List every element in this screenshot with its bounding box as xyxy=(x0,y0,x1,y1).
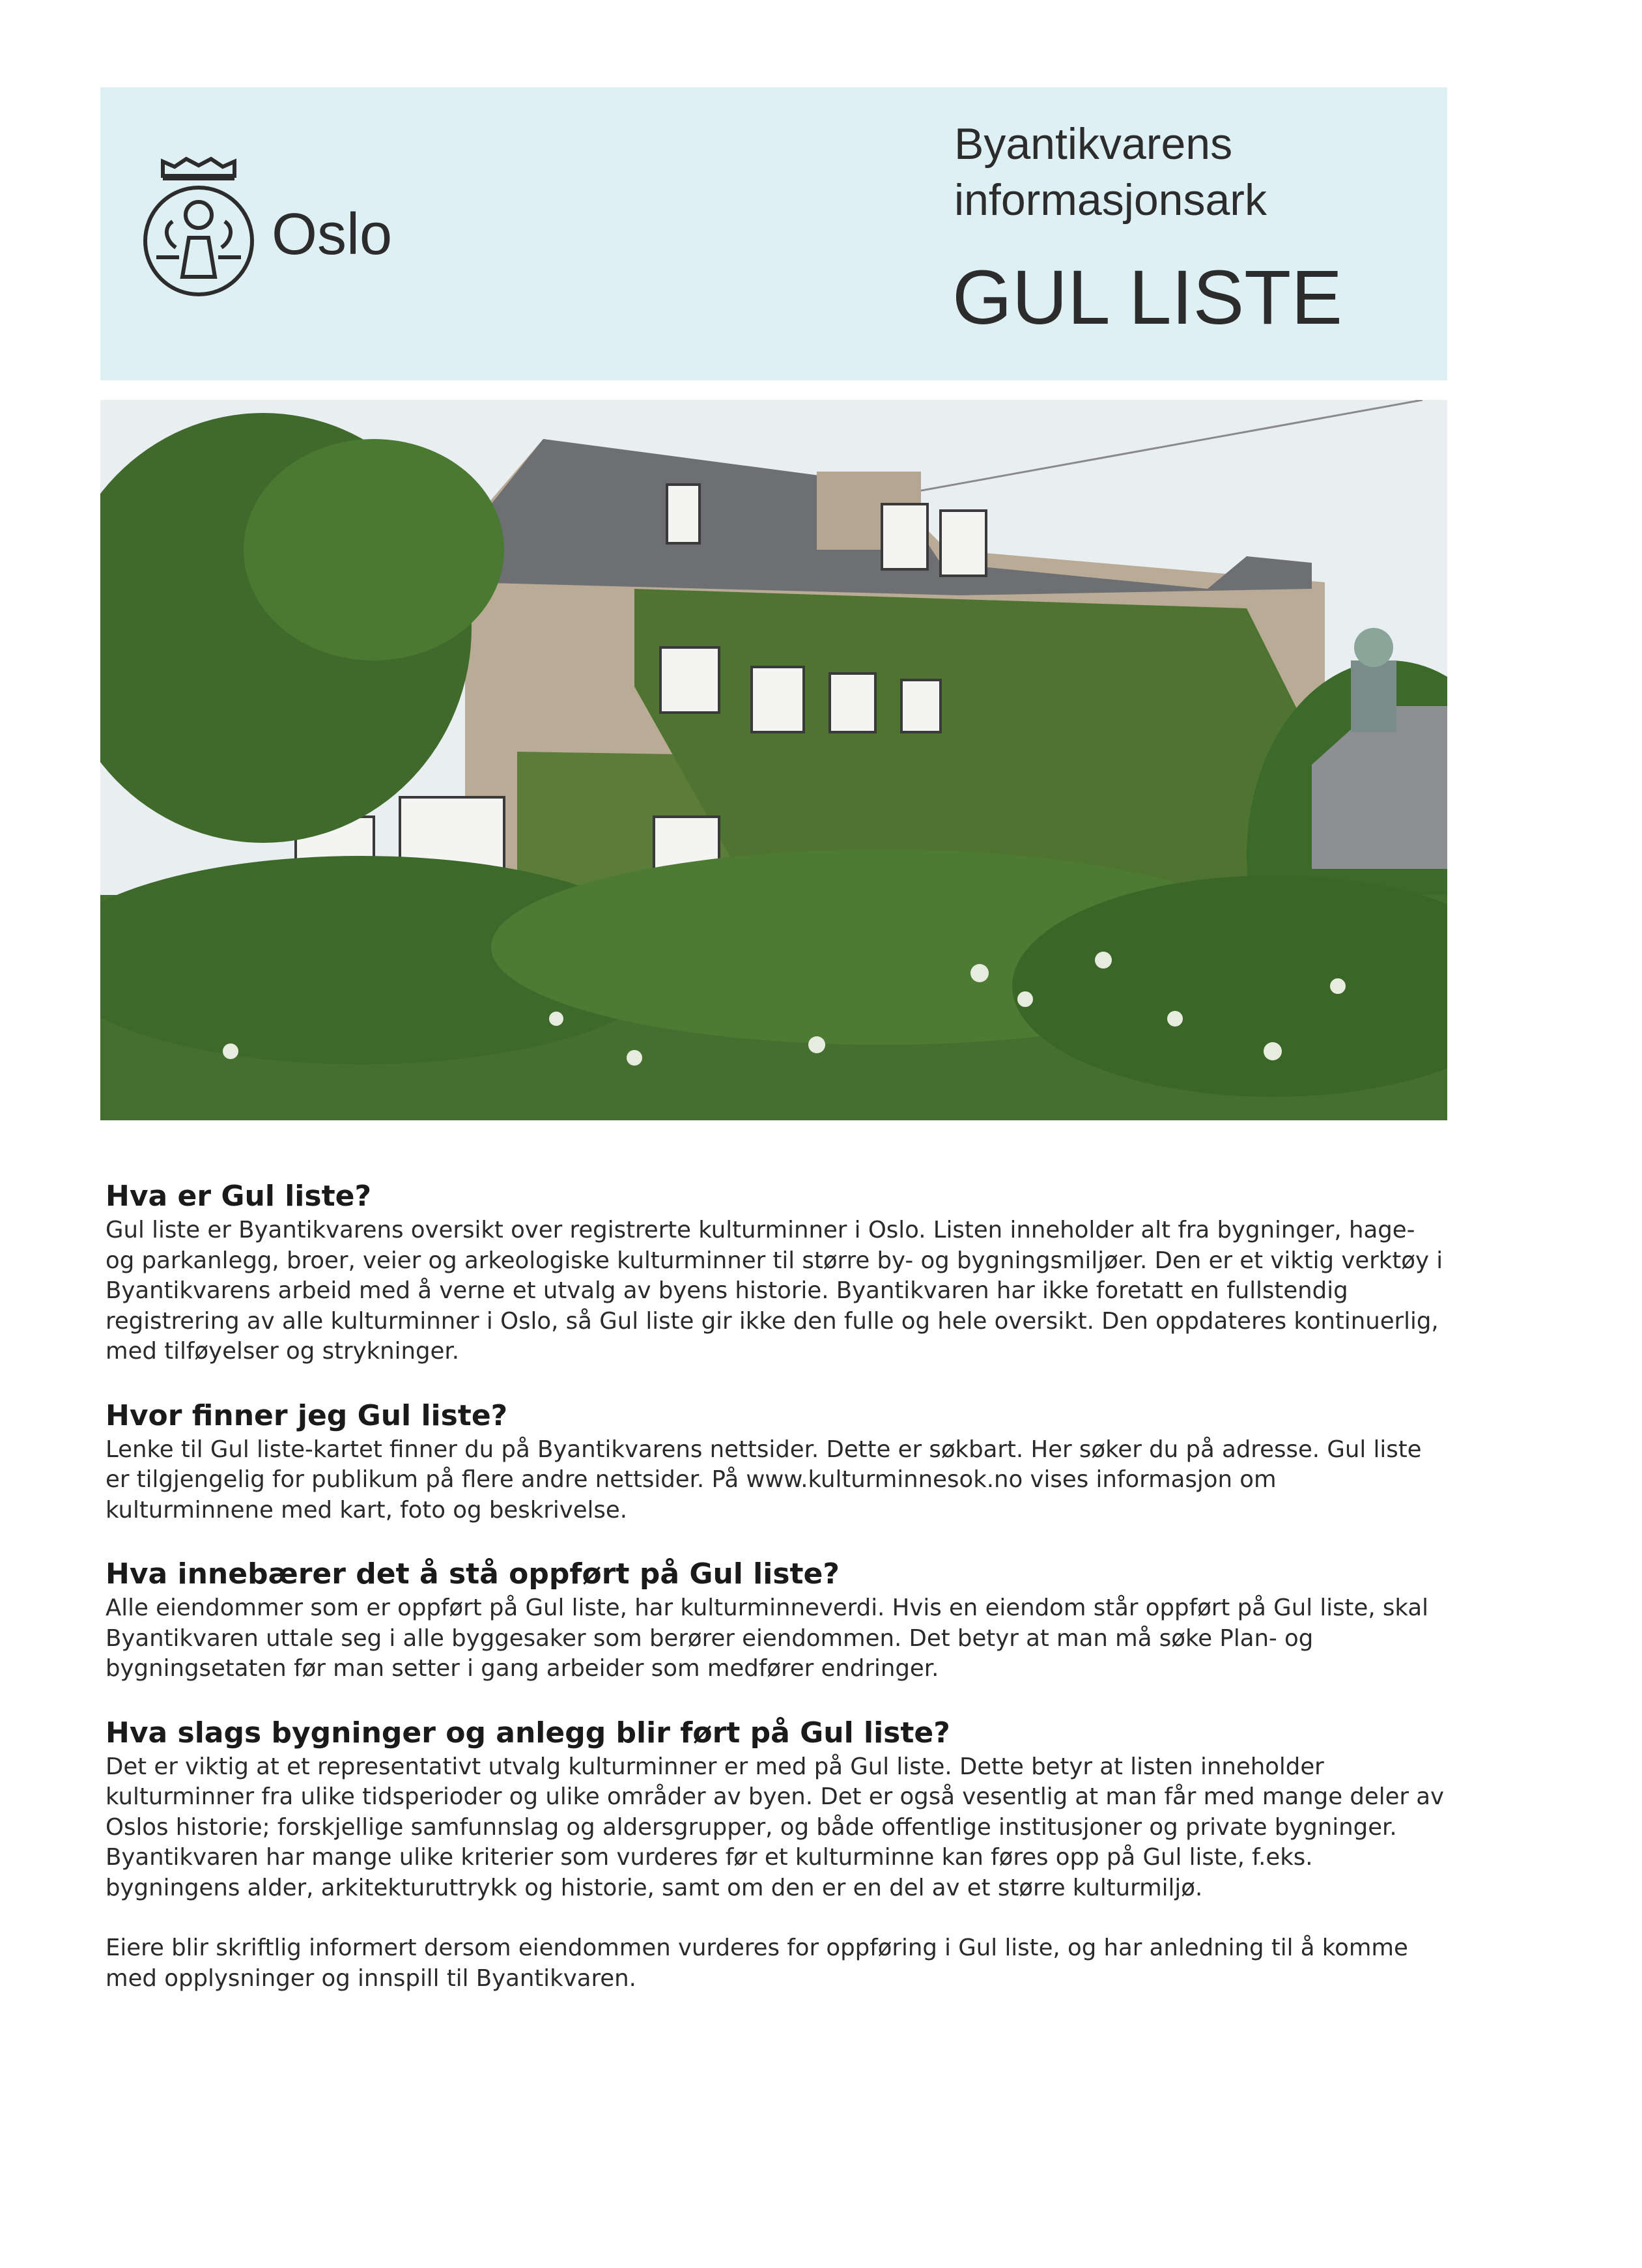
section-body: Lenke til Gul liste-kartet finner du på Byantikvarens nettsider. Dette er søkbart. Her søker du på adresse. Gul liste er tilgjengelig for publikum på flere andre nettsider. På www.kulturminnesok.no vises informasjon om kulturminnene med kart, foto og beskrivelse. xyxy=(106,1436,1422,1524)
closing-paragraph: Eiere blir skriftlig informert dersom eiendommen vurderes for oppføring i Gul liste, og har anledning til å komme med opplysninger og innspill til Byantikvaren. xyxy=(106,1935,1408,1992)
section-heading: Hvor finner jeg Gul liste? xyxy=(106,1398,508,1432)
document-body xyxy=(106,1178,1447,2024)
kicker-line-2: informasjonsark xyxy=(954,175,1267,225)
section-body: Gul liste er Byantikvarens oversikt over registrerte kulturminner i Oslo. Listen inneholder alt fra bygninger, hage- og parkanlegg, broer, veier og arkeologiske kulturminner til større by- og bygningsmiljøer. Den er et viktig verktøy i Byantikvarens arbeid med å verne et utvalg av byens historie. Byantikvaren har ikke foretatt en fullstendig registrering av alle kulturminner i Oslo, så Gul liste gir ikke den fulle og hele oversikt. Den oppdateres kontinuerlig, med tilføyelser og strykninger. xyxy=(106,1217,1443,1365)
section-hva-innebaerer xyxy=(106,1555,1447,1684)
photo-ivy-covered-building-icon xyxy=(100,400,1447,1120)
section-body: Det er viktig at et representativt utvalg kulturminner er med på Gul liste. Dette betyr at listen inneholder kulturminner fra ulike tidsperioder og ulike områder av byen. Det er også vesentlig at man får med mange deler av Oslos historie; forskjellige samfunnslag og aldersgrupper, og både offentlige institusjoner og private bygninger. Byantikvaren har mange ulike kriterier som vurderes før et kulturminne kan føres opp på Gul liste, f.eks. bygningens alder, arkitekturuttrykk og historie, samt om den er en del av et større kulturmiljø. xyxy=(106,1753,1445,1901)
section-hva-slags xyxy=(106,1714,1447,1904)
oslo-seal-icon xyxy=(137,150,261,300)
section-heading: Hva slags bygninger og anlegg blir ført på Gul liste? xyxy=(106,1716,950,1750)
section-body: Alle eiendommer som er oppført på Gul liste, har kulturminneverdi. Hvis en eiendom står oppført på Gul liste, skal Byantikvaren uttale seg i alle byggesaker som berører eiendommen. Det betyr at man må søke Plan- og bygningsetaten før man setter i gang arbeider som medfører endringer. xyxy=(106,1595,1428,1682)
kicker-line-1: Byantikvarens xyxy=(954,119,1233,169)
header-kicker xyxy=(954,116,1423,228)
section-heading: Hva er Gul liste? xyxy=(106,1180,371,1213)
section-hva-er-gul-liste xyxy=(106,1178,1447,1367)
building-photo xyxy=(100,400,1447,1120)
section-heading: Hva innebærer det å stå oppført på Gul liste? xyxy=(106,1557,840,1591)
closing-section xyxy=(106,1933,1447,1994)
logo-text: Oslo xyxy=(272,202,393,267)
page-title: GUL LISTE xyxy=(952,255,1342,341)
section-hvor-finner xyxy=(106,1397,1447,1526)
